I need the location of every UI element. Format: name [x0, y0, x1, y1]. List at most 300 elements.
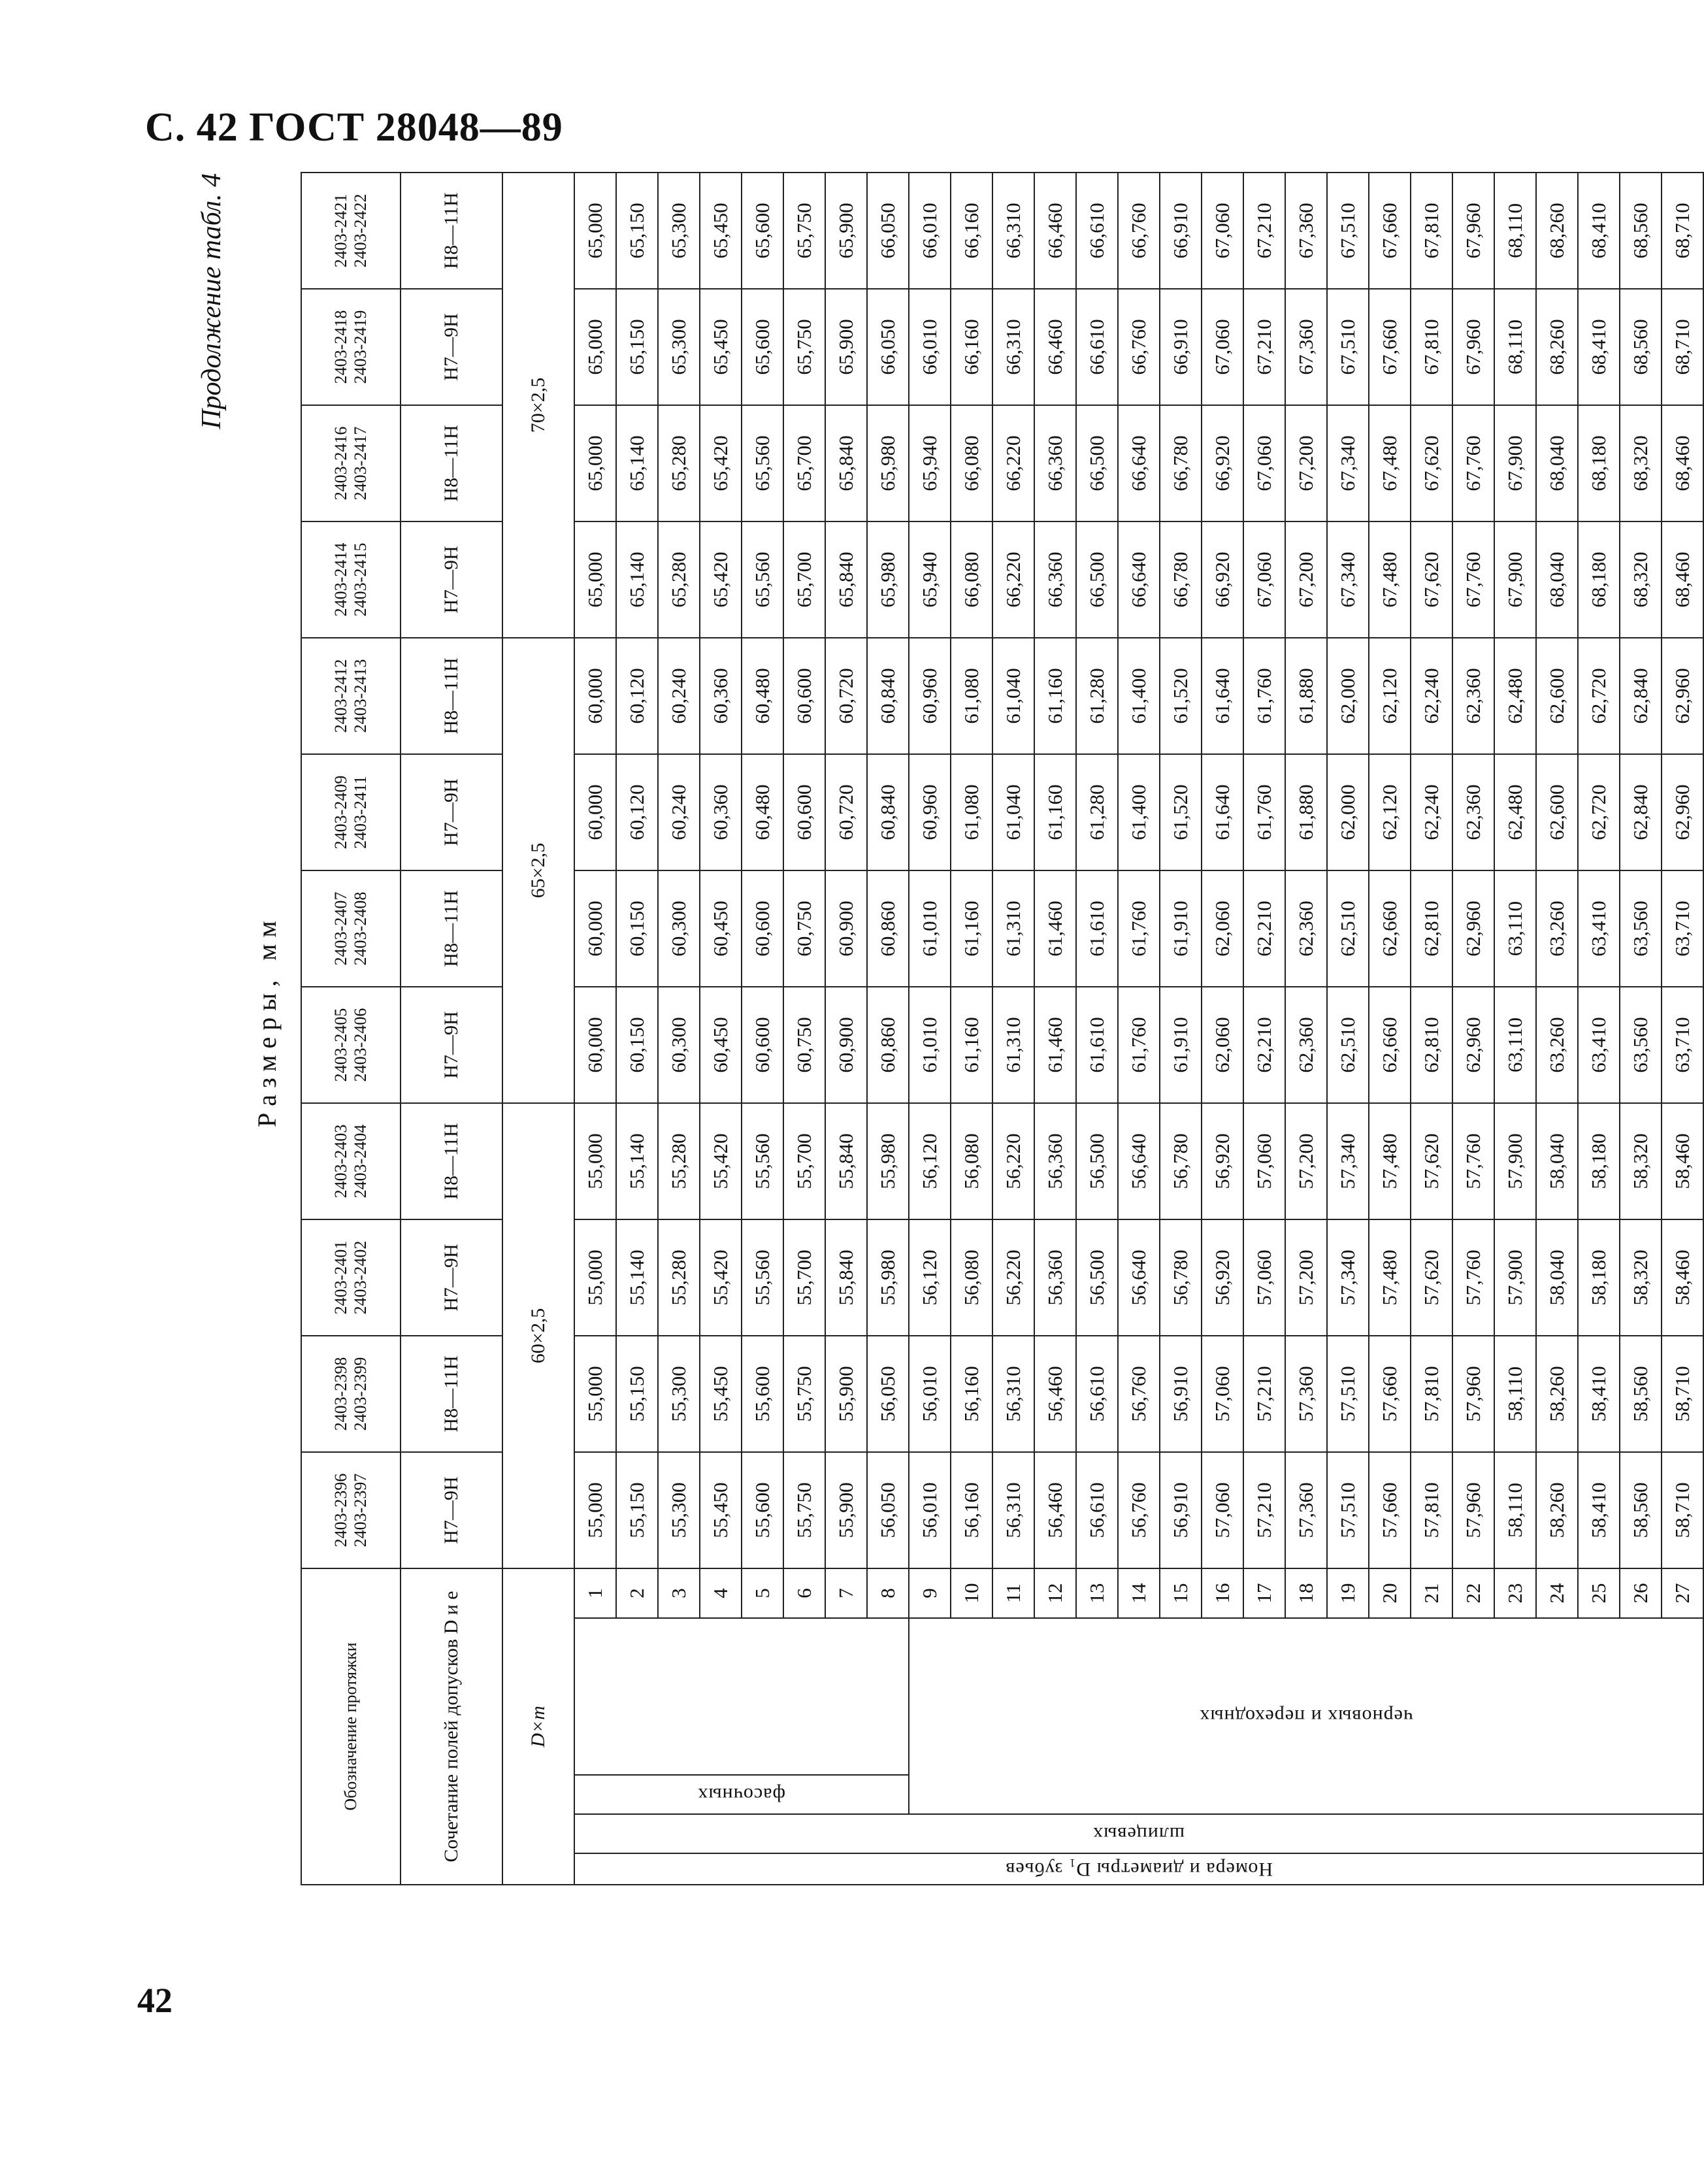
diameter-value: 55,420 — [700, 1219, 742, 1336]
diameter-value: 62,000 — [1327, 754, 1369, 870]
diameter-value: 58,260 — [1536, 1336, 1578, 1452]
diameter-value: 57,760 — [1452, 1219, 1494, 1336]
diameter-value: 61,280 — [1076, 754, 1118, 870]
diameter-value: 65,560 — [742, 521, 783, 638]
diameter-value: 56,610 — [1076, 1452, 1118, 1568]
tooth-number: 24 — [1536, 1568, 1578, 1618]
diameter-value: 61,310 — [992, 870, 1034, 987]
tooth-number: 26 — [1620, 1568, 1662, 1618]
diameter-value: 67,200 — [1285, 405, 1327, 521]
diameter-value: 60,360 — [700, 638, 742, 754]
diameter-value: 58,560 — [1620, 1336, 1662, 1452]
diameter-value: 63,410 — [1578, 987, 1620, 1103]
diameter-value: 62,810 — [1411, 987, 1452, 1103]
diameter-value: 61,040 — [992, 638, 1034, 754]
side-label-shaped: фасочных — [574, 1775, 909, 1814]
diameter-value: 62,510 — [1327, 987, 1369, 1103]
diameter-value: 58,460 — [1662, 1219, 1703, 1336]
column-tolerance: H8—11H — [401, 1336, 502, 1452]
diameter-value: 65,150 — [616, 173, 658, 289]
tooth-number: 4 — [700, 1568, 742, 1618]
diameter-value: 56,500 — [1076, 1219, 1118, 1336]
diameter-value: 60,360 — [700, 754, 742, 870]
diameter-value: 60,860 — [867, 870, 909, 987]
diameter-value: 66,220 — [992, 521, 1034, 638]
tooth-number: 25 — [1578, 1568, 1620, 1618]
diameter-value: 62,720 — [1578, 754, 1620, 870]
tooth-number: 6 — [783, 1568, 825, 1618]
diameter-value: 60,600 — [742, 870, 783, 987]
diameter-value: 68,560 — [1620, 173, 1662, 289]
diameter-value: 62,000 — [1327, 638, 1369, 754]
diameter-value: 62,960 — [1662, 754, 1703, 870]
column-tolerance: H7—9H — [401, 987, 502, 1103]
diameter-value: 60,000 — [574, 638, 616, 754]
dxm-label: D×m — [502, 1568, 574, 1885]
diameter-value: 58,710 — [1662, 1336, 1703, 1452]
diameter-value: 67,810 — [1411, 173, 1452, 289]
diameter-value: 55,980 — [867, 1219, 909, 1336]
diameter-value: 65,280 — [658, 521, 700, 638]
column-code: 2403-2401 2403-2402 — [301, 1219, 401, 1336]
diameter-value: 60,000 — [574, 870, 616, 987]
diameter-value: 61,460 — [1034, 870, 1076, 987]
diameter-value: 68,110 — [1494, 173, 1536, 289]
diameter-value: 57,900 — [1494, 1103, 1536, 1219]
diameter-value: 55,150 — [616, 1336, 658, 1452]
diameter-value: 60,600 — [783, 638, 825, 754]
diameter-value: 62,960 — [1452, 987, 1494, 1103]
diameter-value: 61,610 — [1076, 987, 1118, 1103]
diameter-value: 67,060 — [1243, 405, 1285, 521]
diameter-value: 67,620 — [1411, 405, 1452, 521]
diameter-value: 57,620 — [1411, 1103, 1452, 1219]
diameter-value: 61,610 — [1076, 870, 1118, 987]
designation-label: Обозначение протяжки — [301, 1568, 401, 1885]
diameter-value: 61,310 — [992, 987, 1034, 1103]
table-row — [909, 173, 951, 1885]
diameter-value: 67,340 — [1327, 521, 1369, 638]
diameter-value: 61,640 — [1202, 754, 1243, 870]
tooth-number: 20 — [1369, 1568, 1411, 1618]
diameter-value: 65,940 — [909, 521, 951, 638]
diameter-value: 58,320 — [1620, 1219, 1662, 1336]
diameter-value: 57,900 — [1494, 1219, 1536, 1336]
diameter-value: 65,750 — [783, 173, 825, 289]
diameter-value: 66,640 — [1118, 405, 1160, 521]
diameter-value: 67,960 — [1452, 289, 1494, 405]
diameter-value: 67,660 — [1369, 289, 1411, 405]
diameter-value: 57,200 — [1285, 1219, 1327, 1336]
diameter-value: 56,640 — [1118, 1103, 1160, 1219]
diameter-value: 66,920 — [1202, 521, 1243, 638]
diameter-value: 68,180 — [1578, 521, 1620, 638]
diameter-value: 62,360 — [1285, 987, 1327, 1103]
diameter-value: 67,340 — [1327, 405, 1369, 521]
diameter-value: 68,040 — [1536, 521, 1578, 638]
diameter-value: 66,160 — [951, 173, 992, 289]
column-tolerance: H7—9H — [401, 1219, 502, 1336]
diameter-value: 63,710 — [1662, 870, 1703, 987]
diameter-value: 58,110 — [1494, 1336, 1536, 1452]
diameter-value: 62,960 — [1662, 638, 1703, 754]
tooth-number: 21 — [1411, 1568, 1452, 1618]
diameter-value: 63,560 — [1620, 987, 1662, 1103]
diameter-value: 55,280 — [658, 1103, 700, 1219]
column-tolerance: H7—9H — [401, 754, 502, 870]
diameter-value: 57,060 — [1202, 1452, 1243, 1568]
diameter-value: 55,000 — [574, 1219, 616, 1336]
diameter-value: 55,900 — [825, 1452, 867, 1568]
diameter-value: 57,060 — [1202, 1336, 1243, 1452]
diameter-value: 67,060 — [1202, 173, 1243, 289]
diameter-value: 67,480 — [1369, 405, 1411, 521]
diameter-value: 62,840 — [1620, 754, 1662, 870]
diameter-value: 67,900 — [1494, 521, 1536, 638]
diameter-value: 60,600 — [783, 754, 825, 870]
diameter-value: 67,060 — [1243, 521, 1285, 638]
diameter-value: 61,080 — [951, 638, 992, 754]
diameter-value: 62,240 — [1411, 754, 1452, 870]
diameter-value: 57,060 — [1243, 1219, 1285, 1336]
diameter-value: 62,810 — [1411, 870, 1452, 987]
diameter-value: 57,360 — [1285, 1452, 1327, 1568]
diameter-value: 55,600 — [742, 1452, 783, 1568]
diameter-value: 56,610 — [1076, 1336, 1118, 1452]
diameter-value: 66,920 — [1202, 405, 1243, 521]
diameter-value: 62,360 — [1452, 754, 1494, 870]
tooth-number: 17 — [1243, 1568, 1285, 1618]
diameter-value: 57,340 — [1327, 1219, 1369, 1336]
tooth-number: 23 — [1494, 1568, 1536, 1618]
diameter-value: 57,810 — [1411, 1452, 1452, 1568]
page-number: 42 — [137, 1981, 172, 2020]
diameter-value: 55,450 — [700, 1452, 742, 1568]
diameter-value: 55,700 — [783, 1103, 825, 1219]
side-label-main: Номера и диаметры D₁ зубьев — [574, 1853, 1703, 1885]
diameter-value: 56,080 — [951, 1219, 992, 1336]
diameter-value: 56,780 — [1160, 1103, 1202, 1219]
diameter-value: 57,960 — [1452, 1452, 1494, 1568]
diameter-value: 65,300 — [658, 173, 700, 289]
column-tolerance: H7—9H — [401, 289, 502, 405]
diameter-value: 65,840 — [825, 405, 867, 521]
diameter-value: 57,340 — [1327, 1103, 1369, 1219]
diameter-value: 57,360 — [1285, 1336, 1327, 1452]
diameter-value: 66,760 — [1118, 173, 1160, 289]
column-code: 2403-2407 2403-2408 — [301, 870, 401, 987]
diameter-value: 66,500 — [1076, 521, 1118, 638]
diameter-value: 56,760 — [1118, 1336, 1160, 1452]
diameter-value: 57,200 — [1285, 1103, 1327, 1219]
diameter-value: 62,060 — [1202, 870, 1243, 987]
diameter-value: 68,180 — [1578, 405, 1620, 521]
tooth-number: 18 — [1285, 1568, 1327, 1618]
diameter-value: 66,780 — [1160, 521, 1202, 638]
column-code: 2403-2418 2403-2419 — [301, 289, 401, 405]
diameter-value: 55,000 — [574, 1336, 616, 1452]
diameter-value: 66,310 — [992, 289, 1034, 405]
diameter-value: 57,480 — [1369, 1219, 1411, 1336]
column-tolerance: H8—11H — [401, 1103, 502, 1219]
diameter-value: 56,010 — [909, 1452, 951, 1568]
diameter-value: 60,000 — [574, 754, 616, 870]
tolerance-table — [301, 172, 1704, 1885]
diameter-value: 65,420 — [700, 521, 742, 638]
diameter-value: 68,710 — [1662, 289, 1703, 405]
diameter-value: 55,840 — [825, 1103, 867, 1219]
diameter-value: 58,410 — [1578, 1336, 1620, 1452]
diameter-value: 56,780 — [1160, 1219, 1202, 1336]
diameter-value: 58,260 — [1536, 1452, 1578, 1568]
diameter-value: 65,700 — [783, 521, 825, 638]
column-tolerance: H7—9H — [401, 521, 502, 638]
side-label-rough: черновых и переходных — [909, 1618, 1703, 1814]
diameter-value: 55,300 — [658, 1452, 700, 1568]
diameter-value: 60,120 — [616, 754, 658, 870]
diameter-value: 68,460 — [1662, 405, 1703, 521]
diameter-value: 55,840 — [825, 1219, 867, 1336]
diameter-value: 61,520 — [1160, 754, 1202, 870]
table-row — [574, 173, 616, 1885]
tooth-number: 14 — [1118, 1568, 1160, 1618]
diameter-value: 65,980 — [867, 405, 909, 521]
diameter-value: 62,210 — [1243, 987, 1285, 1103]
diameter-value: 56,120 — [909, 1219, 951, 1336]
diameter-value: 58,320 — [1620, 1103, 1662, 1219]
diameter-value: 68,260 — [1536, 173, 1578, 289]
diameter-value: 56,460 — [1034, 1452, 1076, 1568]
page-header: С. 42 ГОСТ 28048—89 — [145, 105, 563, 150]
diameter-value: 55,420 — [700, 1103, 742, 1219]
tolerance-label: Сочетание полей допусков D и e — [401, 1568, 502, 1885]
diameter-value: 56,910 — [1160, 1452, 1202, 1568]
diameter-value: 66,220 — [992, 405, 1034, 521]
diameter-value: 63,260 — [1536, 870, 1578, 987]
diameter-value: 55,280 — [658, 1219, 700, 1336]
diameter-value: 62,660 — [1369, 870, 1411, 987]
diameter-value: 55,000 — [574, 1452, 616, 1568]
diameter-value: 66,360 — [1034, 521, 1076, 638]
tooth-number: 15 — [1160, 1568, 1202, 1618]
diameter-value: 56,080 — [951, 1103, 992, 1219]
diameter-value: 66,910 — [1160, 289, 1202, 405]
diameter-value: 56,120 — [909, 1103, 951, 1219]
diameter-value: 55,140 — [616, 1103, 658, 1219]
diameter-value: 55,450 — [700, 1336, 742, 1452]
diameter-value: 65,000 — [574, 405, 616, 521]
diameter-value: 56,360 — [1034, 1219, 1076, 1336]
diameter-value: 65,000 — [574, 173, 616, 289]
tooth-number: 7 — [825, 1568, 867, 1618]
diameter-value: 56,460 — [1034, 1336, 1076, 1452]
diameter-value: 63,260 — [1536, 987, 1578, 1103]
diameter-value: 56,310 — [992, 1452, 1034, 1568]
diameter-value: 55,000 — [574, 1103, 616, 1219]
diameter-value: 62,210 — [1243, 870, 1285, 987]
diameter-value: 67,510 — [1327, 289, 1369, 405]
tooth-number: 11 — [992, 1568, 1034, 1618]
diameter-value: 55,150 — [616, 1452, 658, 1568]
diameter-value: 61,760 — [1118, 870, 1160, 987]
diameter-value: 65,700 — [783, 405, 825, 521]
diameter-value: 61,400 — [1118, 754, 1160, 870]
diameter-value: 57,480 — [1369, 1103, 1411, 1219]
diameter-value: 61,280 — [1076, 638, 1118, 754]
diameter-value: 61,880 — [1285, 638, 1327, 754]
diameter-value: 67,210 — [1243, 289, 1285, 405]
diameter-value: 56,920 — [1202, 1219, 1243, 1336]
diameter-value: 68,320 — [1620, 521, 1662, 638]
diameter-value: 67,360 — [1285, 173, 1327, 289]
diameter-value: 56,500 — [1076, 1103, 1118, 1219]
tooth-number: 10 — [951, 1568, 992, 1618]
diameter-value: 55,560 — [742, 1103, 783, 1219]
diameter-value: 60,720 — [825, 638, 867, 754]
diameter-value: 56,050 — [867, 1452, 909, 1568]
diameter-value: 66,910 — [1160, 173, 1202, 289]
diameter-value: 66,310 — [992, 173, 1034, 289]
blank-cell — [574, 1618, 909, 1775]
diameter-value: 62,480 — [1494, 638, 1536, 754]
diameter-value: 62,510 — [1327, 870, 1369, 987]
diameter-value: 68,560 — [1620, 289, 1662, 405]
diameter-value: 65,560 — [742, 405, 783, 521]
diameter-value: 57,810 — [1411, 1336, 1452, 1452]
diameter-value: 61,160 — [1034, 754, 1076, 870]
diameter-value: 60,240 — [658, 638, 700, 754]
diameter-value: 60,450 — [700, 987, 742, 1103]
diameter-value: 62,480 — [1494, 754, 1536, 870]
diameter-value: 57,620 — [1411, 1219, 1452, 1336]
diameter-value: 61,640 — [1202, 638, 1243, 754]
rotated-table-block — [196, 173, 1694, 1885]
diameter-value: 57,510 — [1327, 1452, 1369, 1568]
diameter-value: 56,050 — [867, 1336, 909, 1452]
diameter-value: 66,460 — [1034, 173, 1076, 289]
column-code: 2403-2416 2403-2417 — [301, 405, 401, 521]
diameter-value: 58,560 — [1620, 1452, 1662, 1568]
diameter-value: 55,560 — [742, 1219, 783, 1336]
diameter-value: 56,910 — [1160, 1336, 1202, 1452]
diameter-value: 62,840 — [1620, 638, 1662, 754]
diameter-value: 57,210 — [1243, 1452, 1285, 1568]
diameter-value: 65,280 — [658, 405, 700, 521]
diameter-value: 55,750 — [783, 1336, 825, 1452]
diameter-value: 55,980 — [867, 1103, 909, 1219]
diameter-value: 66,360 — [1034, 405, 1076, 521]
diameter-value: 65,000 — [574, 521, 616, 638]
diameter-value: 62,600 — [1536, 638, 1578, 754]
column-tolerance: H7—9H — [401, 1452, 502, 1568]
diameter-value: 66,760 — [1118, 289, 1160, 405]
diameter-value: 61,160 — [1034, 638, 1076, 754]
diameter-value: 60,480 — [742, 638, 783, 754]
diameter-value: 61,010 — [909, 870, 951, 987]
diameter-value: 65,600 — [742, 173, 783, 289]
diameter-value: 67,660 — [1369, 173, 1411, 289]
diameter-value: 60,150 — [616, 870, 658, 987]
diameter-value: 62,240 — [1411, 638, 1452, 754]
diameter-value: 57,510 — [1327, 1336, 1369, 1452]
diameter-value: 65,940 — [909, 405, 951, 521]
diameter-value: 66,640 — [1118, 521, 1160, 638]
diameter-value: 65,600 — [742, 289, 783, 405]
tooth-number: 5 — [742, 1568, 783, 1618]
diameter-value: 61,160 — [951, 987, 992, 1103]
diameter-value: 57,210 — [1243, 1336, 1285, 1452]
diameter-value: 60,900 — [825, 987, 867, 1103]
diameter-value: 55,700 — [783, 1219, 825, 1336]
tooth-number: 16 — [1202, 1568, 1243, 1618]
diameter-value: 67,900 — [1494, 405, 1536, 521]
diameter-value: 60,960 — [909, 754, 951, 870]
diameter-value: 58,180 — [1578, 1103, 1620, 1219]
diameter-value: 60,300 — [658, 987, 700, 1103]
diameter-value: 66,050 — [867, 289, 909, 405]
diameter-value: 60,750 — [783, 987, 825, 1103]
tooth-number: 9 — [909, 1568, 951, 1618]
diameter-value: 67,620 — [1411, 521, 1452, 638]
column-tolerance: H8—11H — [401, 638, 502, 754]
diameter-value: 60,960 — [909, 638, 951, 754]
diameter-value: 57,660 — [1369, 1336, 1411, 1452]
diameter-value: 61,080 — [951, 754, 992, 870]
diameter-value: 65,150 — [616, 289, 658, 405]
diameter-value: 57,060 — [1243, 1103, 1285, 1219]
diameter-value: 61,760 — [1243, 754, 1285, 870]
diameter-value: 62,600 — [1536, 754, 1578, 870]
diameter-value: 60,750 — [783, 870, 825, 987]
diameter-value: 55,900 — [825, 1336, 867, 1452]
diameter-value: 63,710 — [1662, 987, 1703, 1103]
diameter-value: 61,160 — [951, 870, 992, 987]
diameter-value: 61,520 — [1160, 638, 1202, 754]
diameter-value: 61,400 — [1118, 638, 1160, 754]
tooth-number: 27 — [1662, 1568, 1703, 1618]
diameter-value: 68,410 — [1578, 173, 1620, 289]
tooth-number: 19 — [1327, 1568, 1369, 1618]
diameter-value: 56,160 — [951, 1336, 992, 1452]
diameter-value: 63,110 — [1494, 987, 1536, 1103]
diameter-value: 58,410 — [1578, 1452, 1620, 1568]
diameter-value: 65,750 — [783, 289, 825, 405]
sizes-title: Размеры, мм — [252, 914, 282, 1127]
diameter-value: 60,600 — [742, 987, 783, 1103]
diameter-value: 61,760 — [1118, 987, 1160, 1103]
diameter-value: 65,450 — [700, 289, 742, 405]
diameter-value: 63,410 — [1578, 870, 1620, 987]
diameter-value: 62,120 — [1369, 754, 1411, 870]
column-code: 2403-2421 2403-2422 — [301, 173, 401, 289]
diameter-value: 62,060 — [1202, 987, 1243, 1103]
diameter-value: 66,500 — [1076, 405, 1118, 521]
column-code: 2403-2403 2403-2404 — [301, 1103, 401, 1219]
diameter-value: 55,600 — [742, 1336, 783, 1452]
diameter-value: 65,300 — [658, 289, 700, 405]
diameter-value: 62,960 — [1452, 870, 1494, 987]
diameter-value: 56,160 — [951, 1452, 992, 1568]
diameter-value: 68,110 — [1494, 289, 1536, 405]
diameter-value: 56,360 — [1034, 1103, 1076, 1219]
diameter-value: 58,040 — [1536, 1219, 1578, 1336]
column-code: 2403-2409 2403-2411 — [301, 754, 401, 870]
dxm-group: 65×2,5 — [502, 638, 574, 1103]
diameter-value: 65,420 — [700, 405, 742, 521]
column-tolerance: H8—11H — [401, 870, 502, 987]
diameter-value: 65,450 — [700, 173, 742, 289]
diameter-value: 67,360 — [1285, 289, 1327, 405]
